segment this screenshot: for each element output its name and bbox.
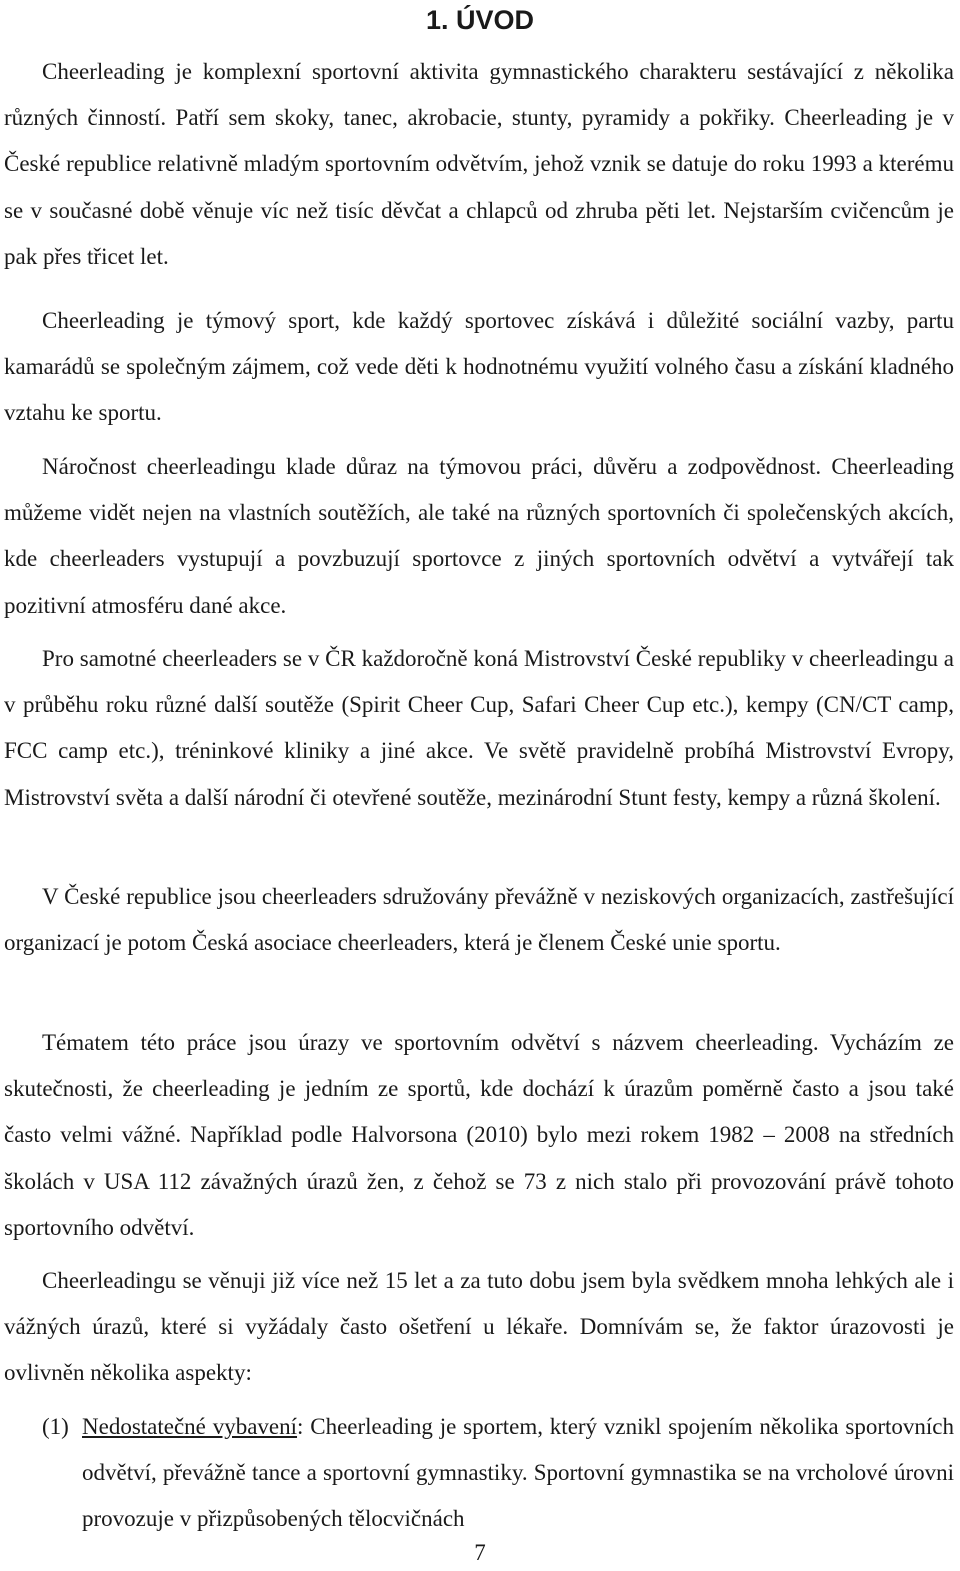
list-item-body: : Cheerleading je sportem, který vznikl spojením několika sportovních odvětví, převážně tance a sportovní gymnastiky. Sportovní gymnastika se na vrcholové úrovni provozuje v přizpůsobených tělocvičnách bbox=[82, 1414, 954, 1532]
list-item bbox=[4, 1404, 954, 1543]
paragraph-4: Pro samotné cheerleaders se v ČR každoročně koná Mistrovství České republiky v cheerleadingu a v průběhu roku různé další soutěže (Spirit Cheer Cup, Safari Cheer Cup etc.), kempy (CN/CT camp, FCC camp etc.), tréninkové kliniky a jiné akce. Ve světě pravidelně probíhá Mistrovství Evropy, Mistrovství světa a další národní či otevřené soutěže, mezinárodní Stunt festy, kempy a různá školení. bbox=[4, 646, 954, 810]
chapter-heading: 1. ÚVOD bbox=[425, 5, 535, 35]
paragraph-5: V České republice jsou cheerleaders sdružovány převážně v neziskových organizacích, zastřešující organizací je potom Česká asociace cheerleaders, která je členem České unie sportu. bbox=[4, 884, 954, 956]
list-number: (1) bbox=[42, 1414, 69, 1439]
paragraph-3: Náročnost cheerleadingu klade důraz na týmovou práci, důvěru a zodpovědnost. Cheerleading můžeme vidět nejen na vlastních soutěžích, ale také na různých sportovních či společenských akcích, kde cheerleaders vystupují a povzbuzují sportovce z jiných sportovních odvětví a vytvářejí tak pozitivní atmosféru dané akce. bbox=[4, 454, 954, 618]
page-number: 7 bbox=[474, 1540, 486, 1565]
list-item-term: Nedostatečné vybavení bbox=[82, 1414, 298, 1439]
paragraph-2: Cheerleading je týmový sport, kde každý sportovec získává i důležité sociální vazby, partu kamarádů se společným zájmem, což vede děti k hodnotnému využití volného času a získání kladného vztahu ke sportu. bbox=[4, 308, 954, 426]
paragraph-7: Cheerleadingu se věnuji již více než 15 let a za tuto dobu jsem byla svědkem mnoha lehkých ale i vážných úrazů, které si vyžádaly často ošetření u lékaře. Domnívám se, že faktor úrazovosti je ovlivněn několika aspekty: bbox=[4, 1268, 954, 1386]
paragraph-6: Tématem této práce jsou úrazy ve sportovním odvětví s názvem cheerleading. Vycházím ze skutečnosti, že cheerleading je jedním ze sportů, kde dochází k úrazům poměrně často a jsou také často velmi vážné. Například podle Halvorsona (2010) bylo mezi rokem 1982 – 2008 na středních školách v USA 112 závažných úrazů žen, z čehož se 73 z nich stalo při provozování právě tohoto sportovního odvětví. bbox=[4, 1030, 954, 1240]
paragraph-1: Cheerleading je komplexní sportovní aktivita gymnastického charakteru sestávající z několika různých činností. Patří sem skoky, tanec, akrobacie, stunty, pyramidy a pokřiky. Cheerleading je v České republice relativně mladým sportovním odvětvím, jehož vznik se datuje do roku 1993 a kterému se v současné době věnuje víc než tisíc děvčat a chlapců od zhruba pěti let. Nejstarším cvičencům je pak přes třicet let. bbox=[4, 59, 954, 269]
list-item-text bbox=[82, 1404, 954, 1543]
